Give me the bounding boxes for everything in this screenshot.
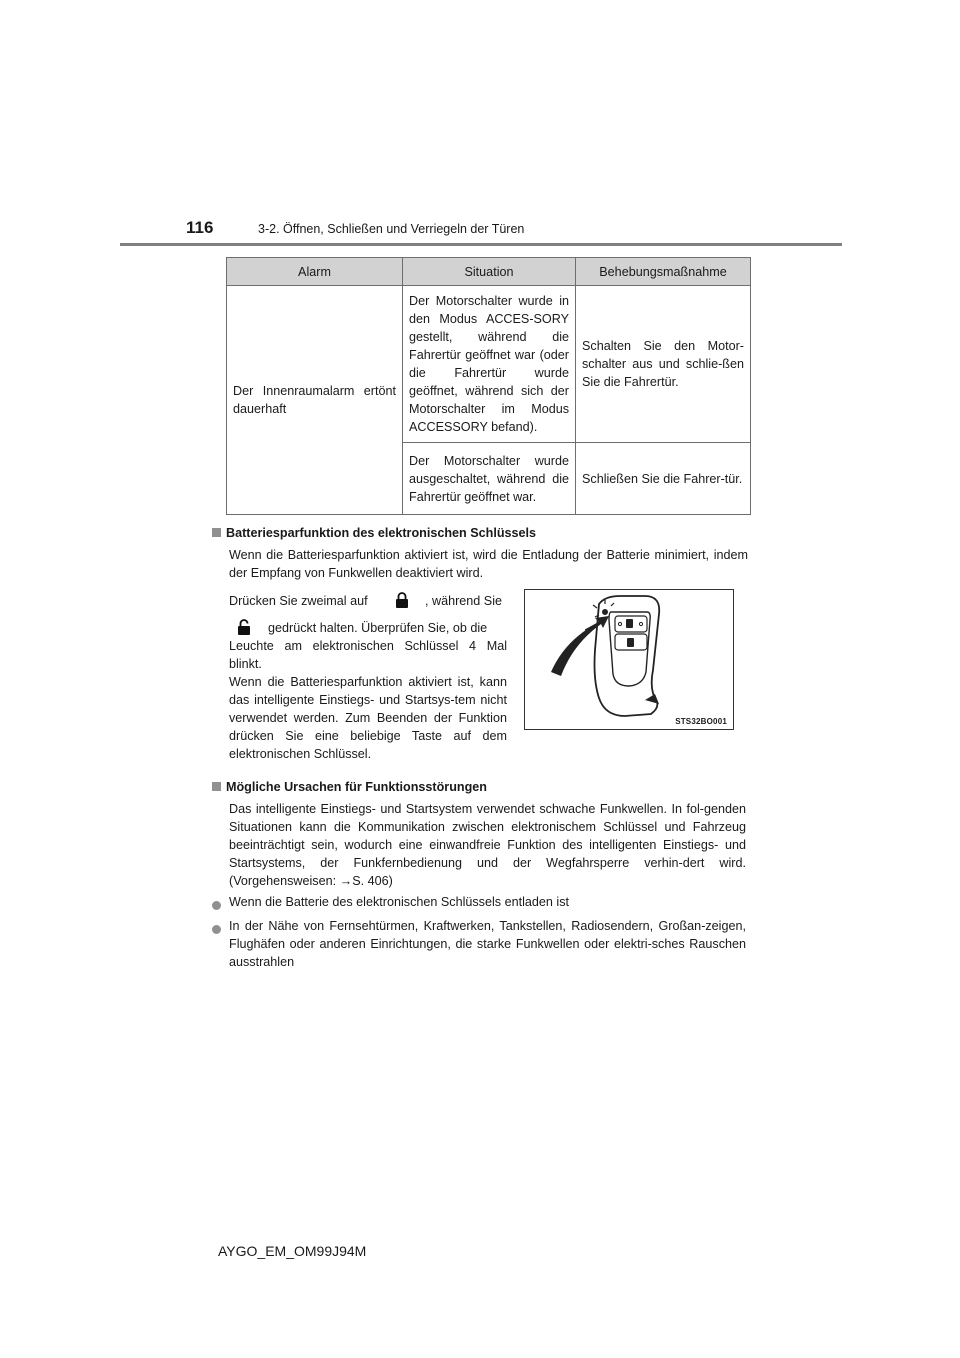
battery-line1a: Drücken Sie zweimal auf (229, 594, 368, 608)
footer-code: AYGO_EM_OM99J94M (218, 1243, 367, 1259)
battery-heading: Batteriesparfunktion des elektronischen Schlüssels (212, 526, 536, 540)
key-fob-illustration (525, 590, 733, 729)
situation-cell: Der Motorschalter wurde in den Modus ACCES-SORY gestellt, während die Fahrertür geöffnet war (oder die Fahrertür wurde geöffnet, während sich der Motorschalter im Modus ACCESSORY befand). (403, 286, 576, 443)
lock-icon (395, 591, 409, 609)
key-fob-figure (524, 589, 734, 730)
square-bullet-icon (212, 782, 221, 791)
column-header-alarm: Alarm (227, 258, 403, 286)
action-cell: Schließen Sie die Fahrer-tür. (576, 443, 751, 515)
cause-text: Wenn die Batterie des elektronischen Schlüssels entladen ist (229, 895, 569, 909)
causes-intro: Das intelligente Einstiegs- und Startsystem verwendet schwache Funkwellen. In fol-genden Situationen kann die Kommunikation zwischen elektronischem Schlüssel und Fahrzeug beeinträchtigt sein, wodurch eine einwandfreie Funktion des intelligenten Einstiegs- und Startsystems, der Funkfernbedienung und der Wegfahrsperre verhin-dert wird. (Vorgehensweisen: →S. 406) (229, 802, 746, 888)
battery-exit-text: Wenn die Batteriesparfunktion aktiviert ist, kann das intelligente Einstiegs- und Startsys-tem nicht verwendet werden. Zum Beenden der Funktion drücken Sie eine beliebige Taste auf dem elektronischen Schlüssel. (229, 675, 507, 761)
column-header-situation: Situation (403, 258, 576, 286)
section-title: 3-2. Öffnen, Schließen und Verriegeln der Türen (258, 222, 525, 236)
battery-blink-text: Leuchte am elektronischen Schlüssel 4 Mal blinkt. (229, 639, 507, 671)
bullet-icon (212, 925, 221, 934)
figure-code: STS32BO001 (675, 717, 727, 726)
square-bullet-icon (212, 528, 221, 537)
causes-heading: Mögliche Ursachen für Funktionsstörungen (212, 780, 487, 794)
alarm-cell: Der Innenraumalarm ertönt dauerhaft (227, 286, 403, 515)
bullet-icon (212, 901, 221, 910)
table-header-row (227, 258, 751, 286)
battery-intro: Wenn die Batteriesparfunktion aktiviert ist, wird die Entladung der Batterie minimiert, indem der Empfang von Funkwellen deaktiviert wird. (229, 548, 748, 580)
table-row (227, 286, 751, 443)
list-item (212, 921, 221, 939)
cause-text: In der Nähe von Fernsehtürmen, Kraftwerken, Tankstellen, Radiosendern, Großan-zeigen, Flughäfen oder anderen Einrichtungen, die starke Funkwellen oder elektri-sches Rauschen ausstrahlen (229, 919, 746, 969)
battery-line2: gedrückt halten. Überprüfen Sie, ob die (268, 621, 488, 635)
list-item (212, 897, 221, 915)
battery-line1b: , während Sie (425, 594, 503, 608)
header-rule (120, 243, 842, 246)
page-number: 116 (186, 218, 214, 237)
column-header-action: Behebungsmaßnahme (576, 258, 751, 286)
action-cell: Schalten Sie den Motor-schalter aus und schlie-ßen Sie die Fahrertür. (576, 286, 751, 443)
alarm-table (226, 257, 751, 515)
situation-cell: Der Motorschalter wurde ausgeschaltet, während die Fahrertür geöffnet war. (403, 443, 576, 515)
unlock-icon (237, 618, 251, 636)
